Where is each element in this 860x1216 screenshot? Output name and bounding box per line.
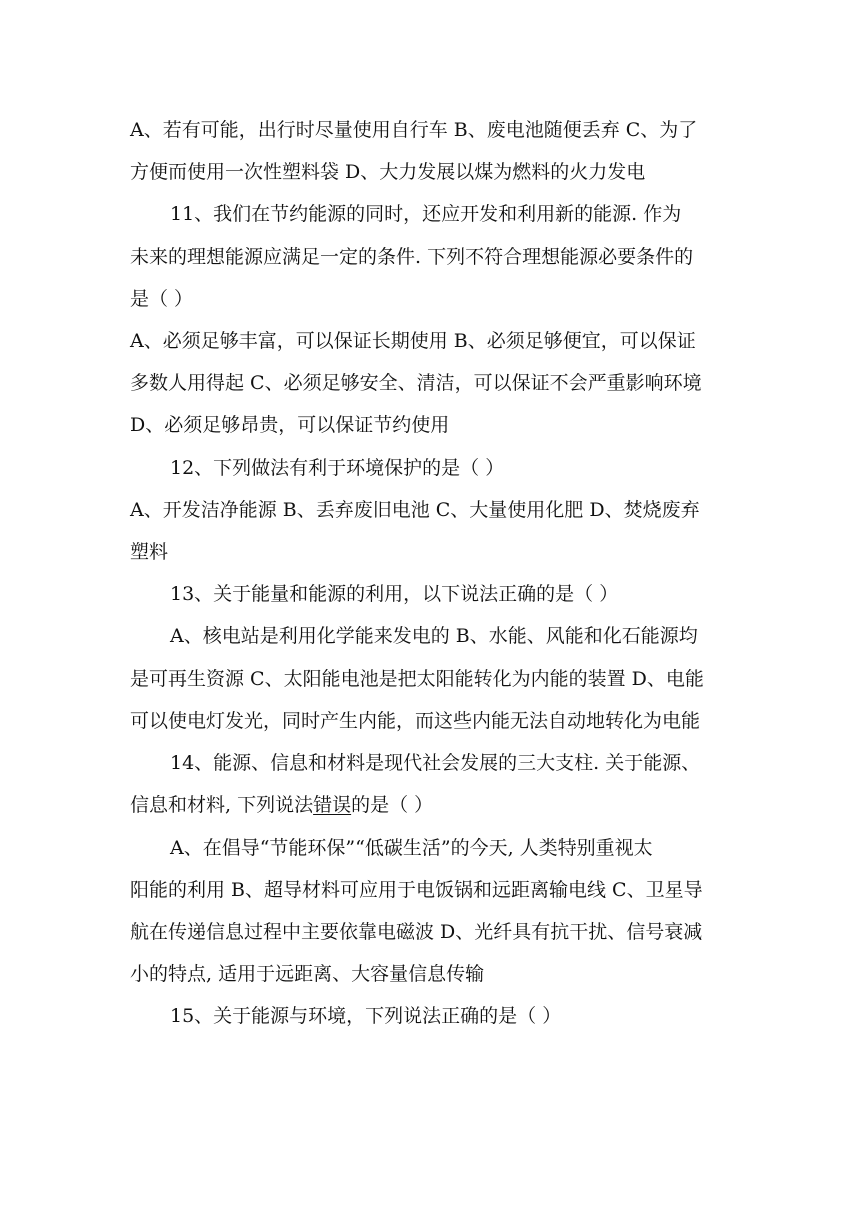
option-line: 可以使电灯发光，同时产生内能，而这些内能无法自动地转化为电能 (130, 710, 701, 732)
option-line: 多数人用得起 C、必须足够安全、清洁，可以保证不会严重影响环境 (130, 372, 702, 394)
option-line: 航在传递信息过程中主要依靠电磁波 D、光纤具有抗干扰、信号衰减 (130, 921, 703, 943)
text-segment: 信息和材料, 下列说法 (130, 794, 314, 816)
text-line: 未来的理想能源应满足一定的条件. 下列不符合理想能源必要条件的 (130, 246, 694, 268)
option-line: A、在倡导“节能环保”“低碳生活”的今天, 人类特别重视太 (170, 837, 653, 859)
option-line: 阳能的利用 B、超导材料可应用于电饭锅和远距离输电线 C、卫星导 (130, 879, 703, 901)
option-line: A、开发洁净能源 B、丢弃废旧电池 C、大量使用化肥 D、焚烧废弃 (130, 499, 700, 521)
text-line: 是（ ） (130, 288, 194, 310)
question-14-stem-continued (130, 793, 730, 817)
question-12-stem: 12、下列做法有利于环境保护的是（ ） (170, 457, 505, 479)
question-13-stem: 13、关于能量和能源的利用，以下说法正确的是（ ） (170, 583, 619, 605)
option-line: A、必须足够丰富，可以保证长期使用 B、必须足够便宜，可以保证 (130, 330, 696, 352)
question-14-stem: 14、能源、信息和材料是现代社会发展的三大支柱. 关于能源、 (170, 752, 701, 774)
question-15-stem: 15、关于能源与环境，下列说法正确的是（ ） (170, 1005, 562, 1027)
underlined-word: 错误 (313, 794, 352, 816)
option-line: 小的特点, 适用于远距离、大容量信息传输 (130, 963, 485, 985)
text-line: A、若有可能，出行时尽量使用自行车 B、废电池随便丢弃 C、为了 (130, 119, 698, 141)
option-line: D、必须足够昂贵，可以保证节约使用 (130, 414, 450, 436)
question-11-stem: 11、我们在节约能源的同时，还应开发和利用新的能源. 作为 (170, 203, 682, 225)
text-segment: 的是（ ） (351, 794, 434, 816)
text-line: 方便而使用一次性塑料袋 D、大力发展以煤为燃料的火力发电 (130, 161, 646, 183)
option-line: A、核电站是利用化学能来发电的 B、水能、风能和化石能源均 (170, 625, 698, 647)
option-line: 塑料 (130, 541, 169, 563)
option-line: 是可再生资源 C、太阳能电池是把太阳能转化为内能的装置 D、电能 (130, 668, 704, 690)
